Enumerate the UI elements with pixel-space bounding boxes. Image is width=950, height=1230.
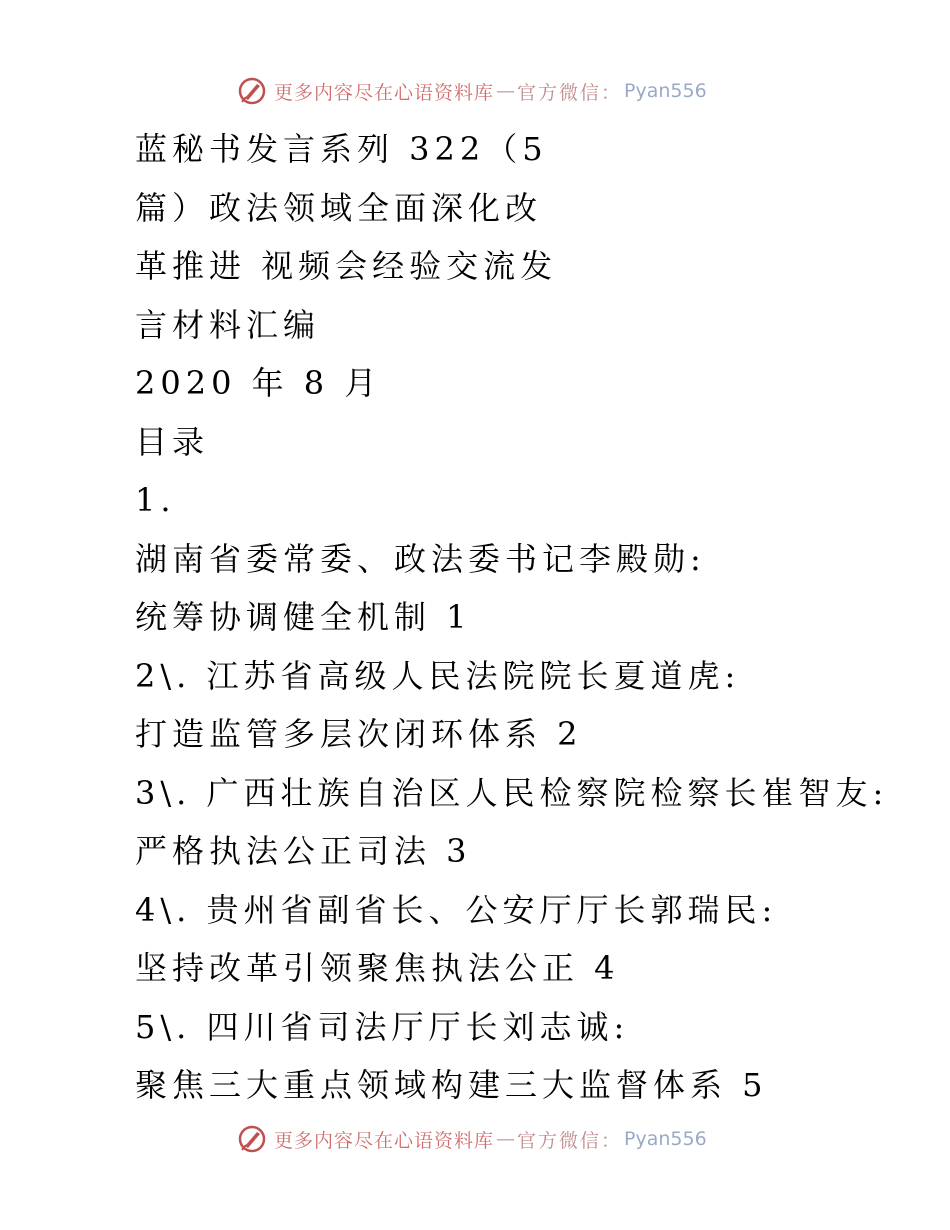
watermark-wechat-id: Pyan556 — [624, 1128, 707, 1150]
watermark-brand: 更多内容尽在心语资料库 — [274, 81, 495, 104]
toc-line: 1. — [135, 481, 176, 519]
toc-line: 严格执法公正司法 3 — [135, 832, 472, 870]
toc-line: 坚持改革引领聚焦执法公正 4 — [135, 949, 620, 987]
watermark-separator: — — [496, 1128, 516, 1150]
title-line: 蓝秘书发言系列 322（5 — [135, 130, 548, 168]
toc-line: 2\. 江苏省高级人民法院院长夏道虎: — [135, 656, 741, 695]
watermark-official: 官方微信： — [517, 1129, 623, 1152]
quill-circle-icon — [236, 75, 268, 107]
watermark-footer — [236, 1122, 756, 1156]
document-date: 2020 年 8 月 — [135, 364, 382, 402]
toc-line: 湖南省委常委、政法委书记李殿勋: — [135, 539, 706, 578]
title-line: 革推进 视频会经验交流发 — [135, 247, 558, 285]
document-body — [135, 120, 895, 1115]
toc-line: 聚焦三大重点领域构建三大监督体系 5 — [135, 1066, 768, 1104]
watermark-separator: — — [496, 80, 516, 102]
watermark-brand: 更多内容尽在心语资料库 — [274, 1129, 495, 1152]
watermark-wechat-id: Pyan556 — [624, 80, 707, 102]
watermark-header — [236, 74, 756, 108]
toc-heading: 目录 — [135, 422, 210, 461]
title-line: 篇）政法领域全面深化改 — [135, 188, 543, 227]
toc-line: 5\. 四川省司法厅厅长刘志诚: — [135, 1007, 630, 1046]
toc-line: 3\. 广西壮族自治区人民检察院检察长崔智友: — [135, 773, 889, 812]
watermark-official: 官方微信： — [517, 81, 623, 104]
quill-circle-icon — [236, 1123, 268, 1155]
toc-line: 打造监管多层次闭环体系 2 — [135, 715, 583, 753]
toc-line: 统筹协调健全机制 1 — [135, 598, 472, 636]
toc-line: 4\. 贵州省副省长、公安厅厅长郭瑞民: — [135, 890, 778, 929]
title-line: 言材料汇编 — [135, 305, 321, 344]
